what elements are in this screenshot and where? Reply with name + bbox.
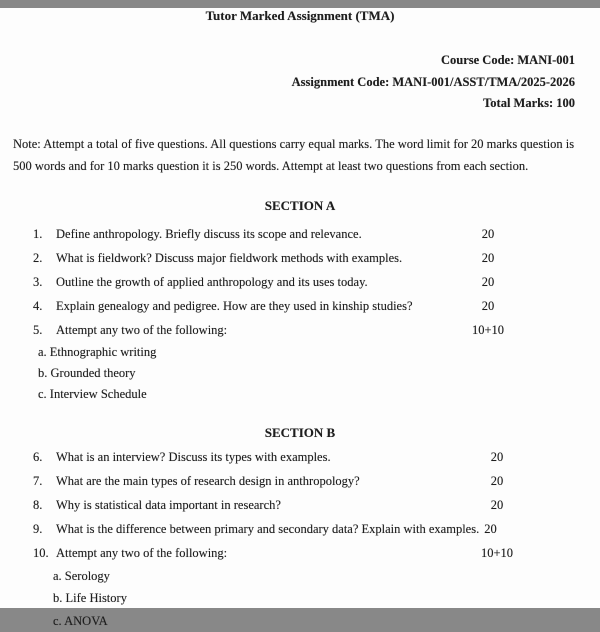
question-row-3 — [33, 270, 523, 294]
section-b-subitem-list — [0, 565, 600, 632]
question-number: 8. — [33, 493, 56, 517]
total-marks: Total Marks: 100 — [0, 93, 575, 115]
question-text: What is an interview? Discuss its types with examples. — [56, 445, 462, 469]
document-page — [0, 8, 600, 608]
question-marks: 20 — [453, 222, 523, 246]
question-text: Attempt any two of the following: — [56, 541, 462, 565]
question-number: 9. — [33, 517, 56, 541]
assignment-code: Assignment Code: MANI-001/ASST/TMA/2025-2026 — [0, 72, 575, 94]
question-row-8 — [33, 493, 532, 517]
section-a-subitem-list — [0, 342, 600, 405]
question-number: 4. — [33, 294, 56, 318]
question-row-5 — [33, 318, 523, 342]
question-text: What is fieldwork? Discuss major fieldwork methods with examples. — [56, 246, 453, 270]
question-marks: 10+10 — [462, 541, 532, 565]
question-marks: 20 — [479, 522, 497, 536]
subitem-b: b. Life History — [53, 587, 600, 610]
question-text: Attempt any two of the following: — [56, 318, 453, 342]
question-marks: 20 — [453, 294, 523, 318]
question-marks: 20 — [462, 469, 532, 493]
question-text: Define anthropology. Briefly discuss its scope and relevance. — [56, 222, 453, 246]
course-code: Course Code: MANI-001 — [0, 50, 575, 72]
question-text: What is the difference between primary and secondary data? Explain with examples. — [56, 522, 479, 536]
question-row-10 — [33, 541, 532, 565]
question-row-7 — [33, 469, 532, 493]
document-title: Tutor Marked Assignment (TMA) — [0, 8, 600, 23]
subitem-c: c. ANOVA — [53, 610, 600, 632]
section-a-heading: SECTION A — [0, 198, 600, 214]
question-row-6 — [33, 445, 532, 469]
question-row-4 — [33, 294, 523, 318]
question-number: 2. — [33, 246, 56, 270]
question-number: 5. — [33, 318, 56, 342]
question-number: 1. — [33, 222, 56, 246]
note-paragraph: Note: Attempt a total of five questions. All questions carry equal marks. The word limit for 20 marks question is 500 words and for 10 marks question it is 250 words. Attempt at least two questions from each section. — [13, 133, 586, 178]
question-marks: 20 — [453, 270, 523, 294]
question-marks: 20 — [462, 493, 532, 517]
question-marks: 20 — [453, 246, 523, 270]
question-text: Why is statistical data important in research? — [56, 493, 462, 517]
question-number: 10. — [33, 541, 56, 565]
question-row-2 — [33, 246, 523, 270]
question-text: What are the main types of research design in anthropology? — [56, 469, 462, 493]
header-meta — [0, 50, 600, 115]
subitem-c: c. Interview Schedule — [38, 384, 600, 405]
section-a-question-list — [0, 222, 600, 342]
section-b-heading: SECTION B — [0, 425, 600, 441]
subitem-b: b. Grounded theory — [38, 363, 600, 384]
question-number: 7. — [33, 469, 56, 493]
subitem-a: a. Ethnographic writing — [38, 342, 600, 363]
question-number: 3. — [33, 270, 56, 294]
question-row-9 — [33, 517, 532, 541]
question-row-1 — [33, 222, 523, 246]
question-text: Explain genealogy and pedigree. How are they used in kinship studies? — [56, 294, 453, 318]
question-number: 6. — [33, 445, 56, 469]
section-b-question-list — [0, 445, 600, 565]
question-marks: 10+10 — [453, 318, 523, 342]
question-text: Outline the growth of applied anthropology and its uses today. — [56, 270, 453, 294]
question-marks: 20 — [462, 445, 532, 469]
subitem-a: a. Serology — [53, 565, 600, 588]
